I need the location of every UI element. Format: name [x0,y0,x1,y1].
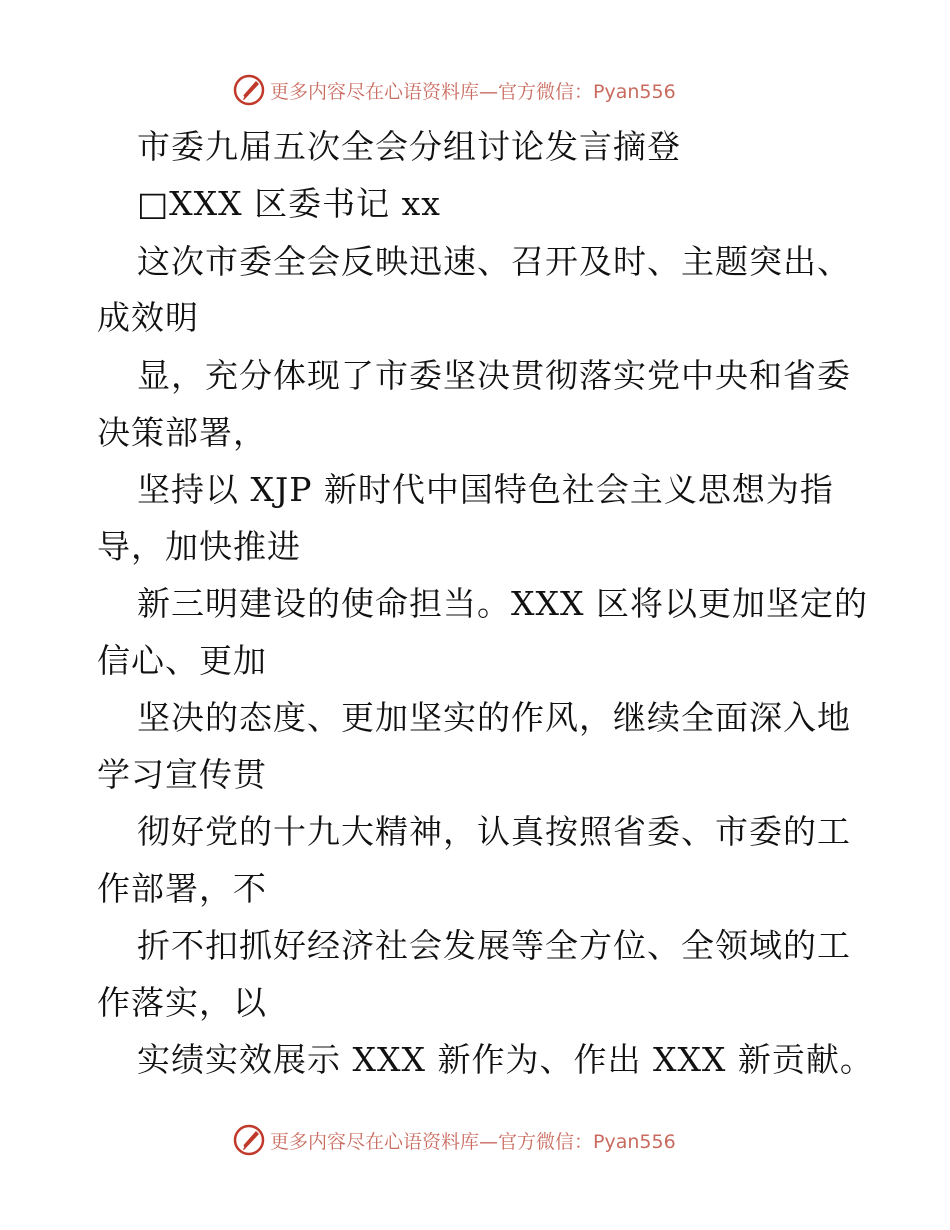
paragraph-line: 成效明 [97,298,199,337]
paragraph-line: 新三明建设的使命担当。XXX 区将以更加坚定的 [137,584,868,623]
paragraph-line: 坚决的态度、更加坚实的作风，继续全面深入地 [137,698,851,737]
watermark-footer [232,1120,676,1160]
document-title: 市委九届五次全会分组讨论发言摘登 [137,127,681,166]
paragraph-line: 作落实，以 [97,983,267,1022]
quill-seal-icon [232,73,266,107]
watermark-header [232,70,676,110]
paragraph-line: 坚持以 XJP 新时代中国特色社会主义思想为指 [137,470,834,509]
paragraph-line: 作部署，不 [97,869,267,908]
watermark-text: 更多内容尽在心语资料库—官方微信：Pyan556 [270,1130,676,1153]
paragraph-line: 决策部署， [97,413,267,452]
paragraph-line: 显，充分体现了市委坚决贯彻落实党中央和省委 [137,356,851,395]
paragraph-line: 这次市委全会反映迅速、召开及时、主题突出、 [137,242,851,281]
quill-seal-icon [232,1123,266,1157]
paragraph-line: 信心、更加 [97,641,267,680]
document-byline: □XXX 区委书记 xx [137,184,441,223]
paragraph-line: 导，加快推进 [97,527,301,566]
watermark-text: 更多内容尽在心语资料库—官方微信：Pyan556 [270,80,676,103]
paragraph-line: 彻好党的十九大精神，认真按照省委、市委的工 [137,812,851,851]
paragraph-line: 学习宣传贯 [97,755,267,794]
paragraph-line: 折不扣抓好经济社会发展等全方位、全领域的工 [137,926,851,965]
paragraph-line: 实绩实效展示 XXX 新作为、作出 XXX 新贡献。 [137,1040,874,1079]
